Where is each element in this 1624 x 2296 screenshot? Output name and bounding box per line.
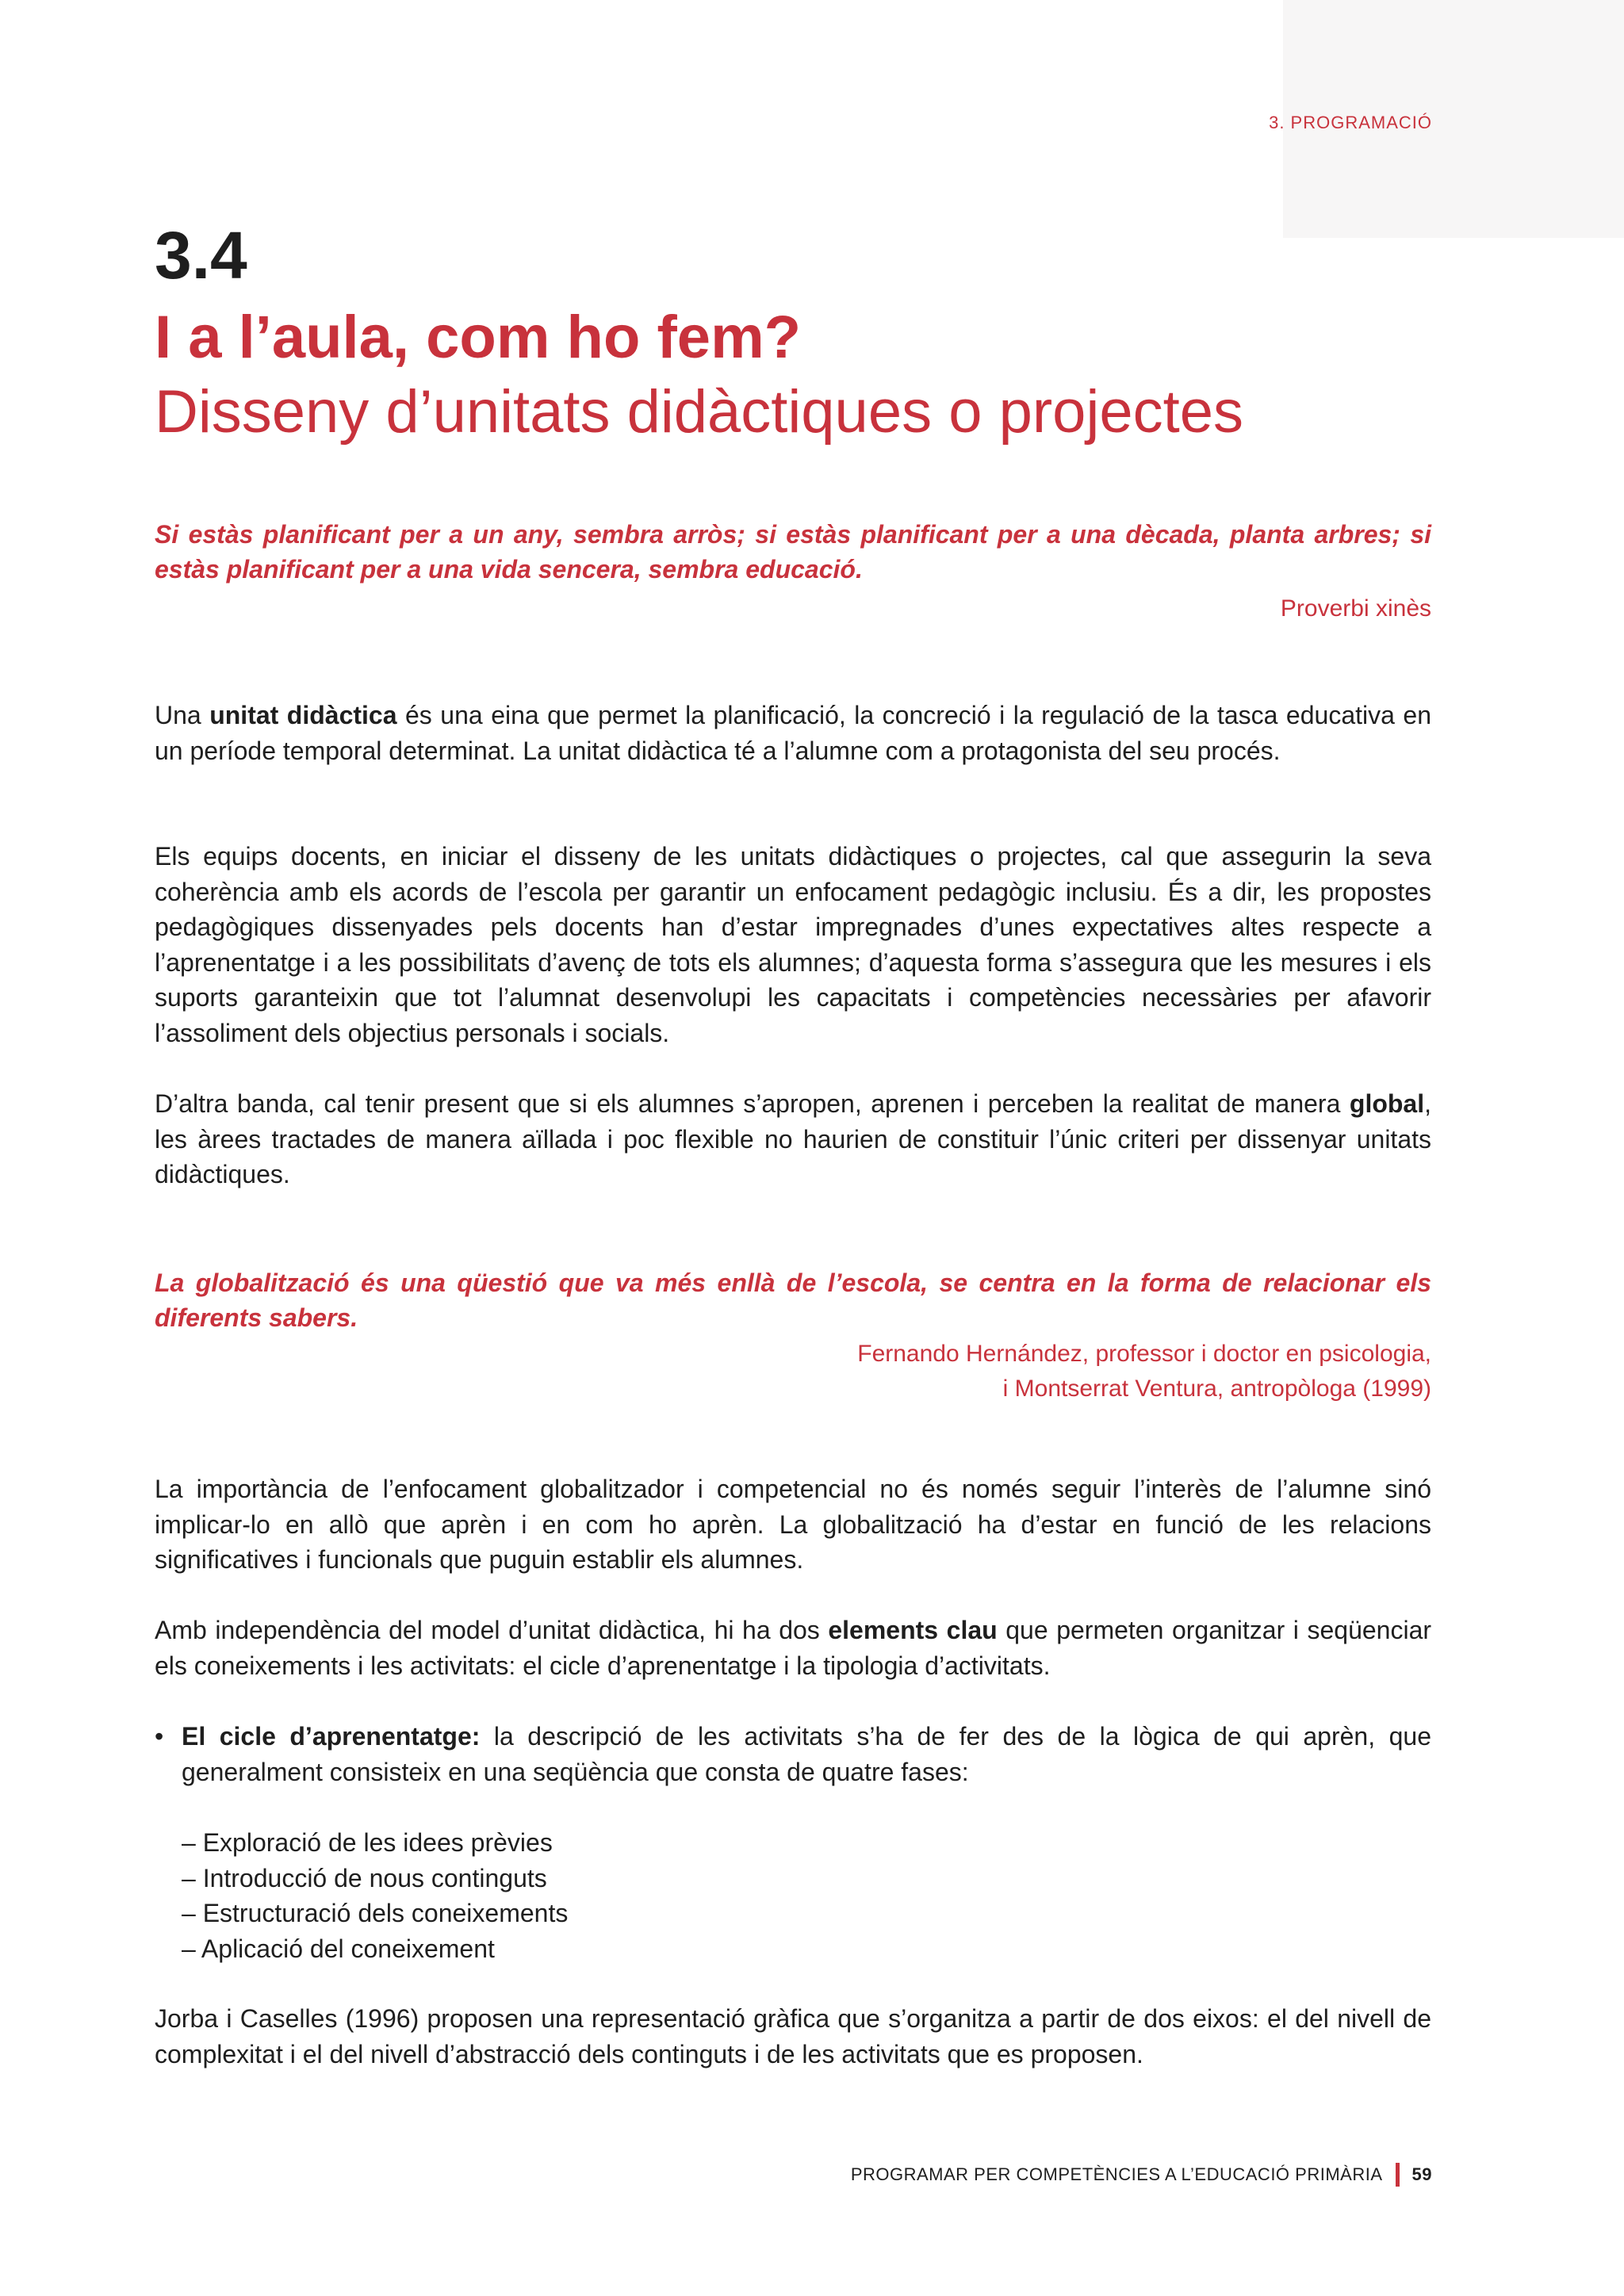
paragraph-global: D’altra banda, cal tenir present que si els alumnes s’apropen, aprenen i perceben la realitat de manera global, les àrees tractades de manera aïllada i poc flexible no haurien de constituir l’únic criteri per dissenyar unitats didàctiques. xyxy=(155,1089,1431,1188)
bold-term: elements clau xyxy=(828,1616,998,1644)
list-item: – Introducció de nous continguts xyxy=(182,1863,547,1892)
globalitzacio-quote: La globalització és una qüestió que va més enllà de l’escola, se centra en la forma de relacionar els diferents sabers. xyxy=(155,1269,1431,1332)
paragraph-jorba-caselles: Jorba i Caselles (1996) proposen una representació gràfica que s’organitza a partir de dos eixos: el del nivell de complexitat i el del nivell d’abstracció dels continguts i de les activitats que es proposen. xyxy=(155,2004,1431,2068)
paragraph-elements-clau: Amb independència del model d’unitat didàctica, hi ha dos elements clau que permeten organitzar i seqüenciar els coneixements i les activitats: el cicle d’aprenentatge i la tipologia d’activitats. xyxy=(155,1616,1432,1680)
list-item: – Estructuració dels coneixements xyxy=(182,1899,569,1927)
bold-term: global xyxy=(1349,1089,1425,1118)
section-number: 3.4 xyxy=(155,218,247,293)
list-item: – Aplicació del coneixement xyxy=(182,1934,495,1963)
quote-attribution-line2: i Montserrat Ventura, antropòloga (1999) xyxy=(1002,1376,1431,1402)
footer-divider xyxy=(1396,2163,1400,2187)
section-title: I a l’aula, com ho fem? xyxy=(155,304,802,371)
bullet-cicle-aprenentatge xyxy=(155,1719,1431,1789)
bold-term: El cicle d’aprenentatge: xyxy=(182,1722,481,1751)
section-subtitle: Disseny d’unitats didàctiques o projectes xyxy=(155,378,1243,446)
book-title: PROGRAMAR PER COMPETÈNCIES A L’EDUCACIÓ PRIMÀRIA xyxy=(850,2164,1383,2184)
page-number: 59 xyxy=(1411,2164,1432,2184)
bullet-marker: • xyxy=(155,1722,164,1751)
phase-list xyxy=(182,1825,1371,1966)
list-item: – Exploració de les idees prèvies xyxy=(182,1828,553,1857)
epigraph-attribution: Proverbi xinès xyxy=(1280,595,1431,622)
running-header: 3. PROGRAMACIÓ xyxy=(1269,113,1432,132)
paragraph-equips-docents: Els equips docents, en iniciar el disseny de les unitats didàctiques o projectes, cal que assegurin la seva coherència amb els acords de l’escola per garantir un enfocament pedagògic inclusiu. És a dir, les propostes pedagògiques dissenyades pels docents han d’estar impregnades d’unes expectatives altes respecte a l’aprenentatge i a les possibilitats d’avenç de tots els alumnes; d’aquesta forma s’assegura que les mesures i els suports garanteixin que tot l’alumnat desenvolupi les capacitats i competències necessàries per afavorir l’assoliment dels objectius personals i socials. xyxy=(155,842,1431,1047)
epigraph-quote: Si estàs planificant per a un any, sembra arròs; si estàs planificant per a una dècada, planta arbres; si estàs planificant per a una vida sencera, sembra educació. xyxy=(155,520,1431,584)
paragraph-unitat-didactica: Una unitat didàctica és una eina que permet la planificació, la concreció i la regulació de la tasca educativa en un període temporal determinat. La unitat didàctica té a l’alumne com a protagonista del seu procés. xyxy=(155,701,1432,765)
bullet-text: El cicle d’aprenentatge: la descripció de les activitats s’ha de fer des de la lògica de qui aprèn, que generalment consisteix en una seqüència que consta de quatre fases: xyxy=(182,1722,1432,1786)
bold-term: unitat didàctica xyxy=(209,701,397,729)
quote-attribution-line1: Fernando Hernández, professor i doctor en psicologia, xyxy=(857,1341,1431,1367)
page-footer xyxy=(851,2163,1432,2187)
paragraph-enfocament: La importància de l’enfocament globalitzador i competencial no és només seguir l’interès de l’alumne sinó implicar-lo en allò que aprèn i en com ho aprèn. La globalització ha d’estar en funció de les relacions significatives i funcionals que puguin establir els alumnes. xyxy=(155,1475,1431,1574)
